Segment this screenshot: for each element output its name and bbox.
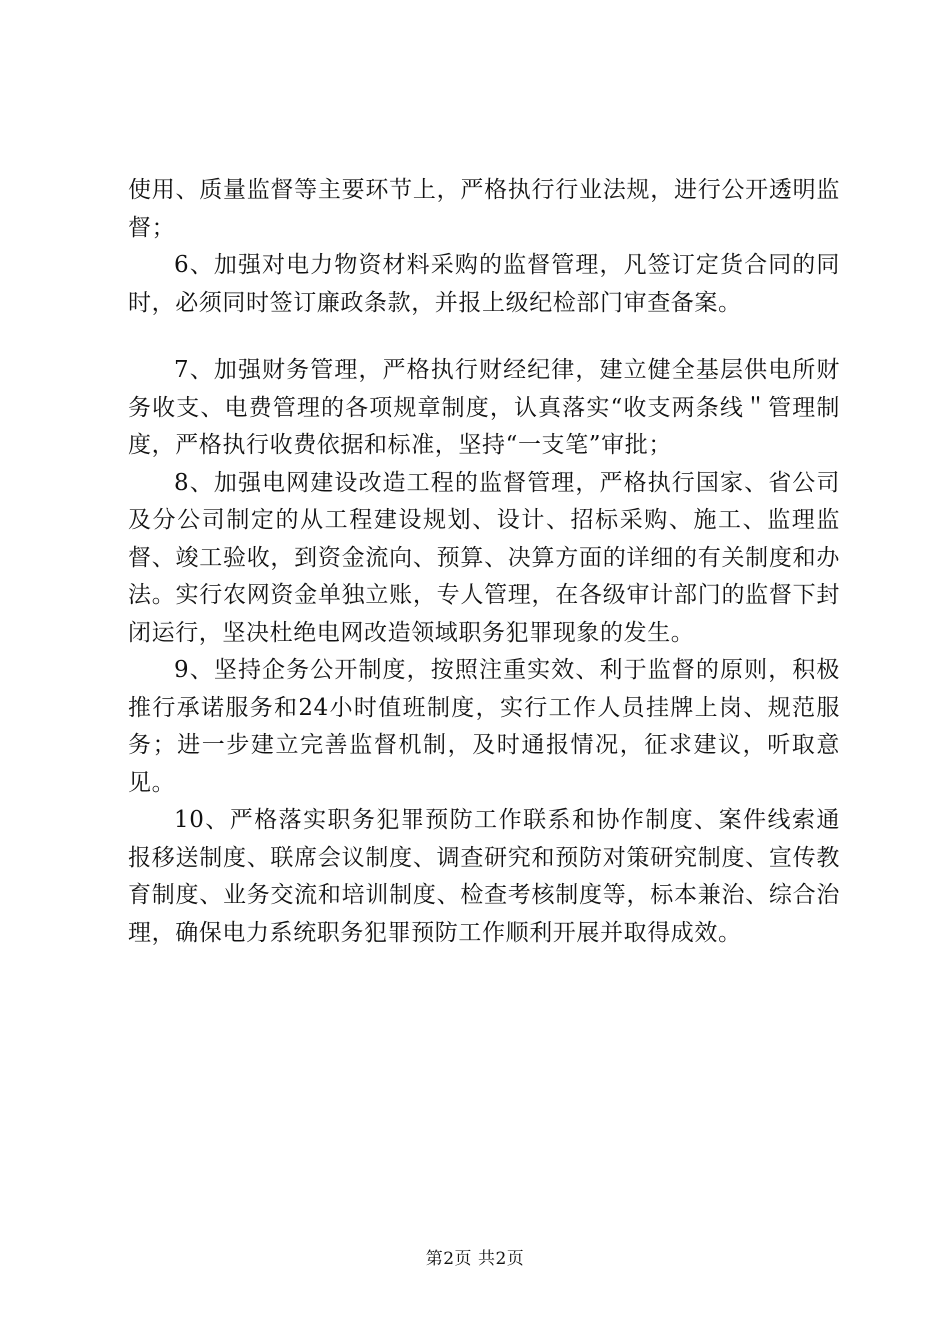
paragraph-item-9: 9、坚持企务公开制度，按照注重实效、利于监督的原则，积极推行承诺服务和24小时值班制度，实行工作人员挂牌上岗、规范服务；进一步建立完善监督机制，及时通报情况，征求建议，听取意见。 (128, 657, 840, 796)
paragraph-continuation: 使用、质量监督等主要环节上，严格执行行业法规，进行公开透明监督； (128, 177, 840, 241)
page-footer: 第2页 共2页 (425, 1249, 525, 1269)
document-body (128, 172, 840, 952)
paragraph-item-6: 6、加强对电力物资材料采购的监督管理，凡签订定货合同的同时，必须同时签订廉政条款，并报上级纪检部门审查备案。 (128, 252, 840, 316)
paragraph-item-10: 10、严格落实职务犯罪预防工作联系和协作制度、案件线索通报移送制度、联席会议制度、调查研究和预防对策研究制度、宣传教育制度、业务交流和培训制度、检查考核制度等，标本兼治、综合治理，确保电力系统职务犯罪预防工作顺利开展并取得成效。 (128, 807, 840, 946)
paragraph-item-8: 8、加强电网建设改造工程的监督管理，严格执行国家、省公司及分公司制定的从工程建设规划、设计、招标采购、施工、监理监督、竣工验收，到资金流向、预算、决算方面的详细的有关制度和办法。实行农网资金单独立账，专人管理，在各级审计部门的监督下封闭运行，坚决杜绝电网改造领域职务犯罪现象的发生。 (128, 469, 840, 646)
paragraph-item-7: 7、加强财务管理，严格执行财经纪律，建立健全基层供电所财务收支、电费管理的各项规章制度，认真落实“收支两条线＂管理制度，严格执行收费依据和标准，坚持“一支笔”审批； (128, 357, 840, 458)
